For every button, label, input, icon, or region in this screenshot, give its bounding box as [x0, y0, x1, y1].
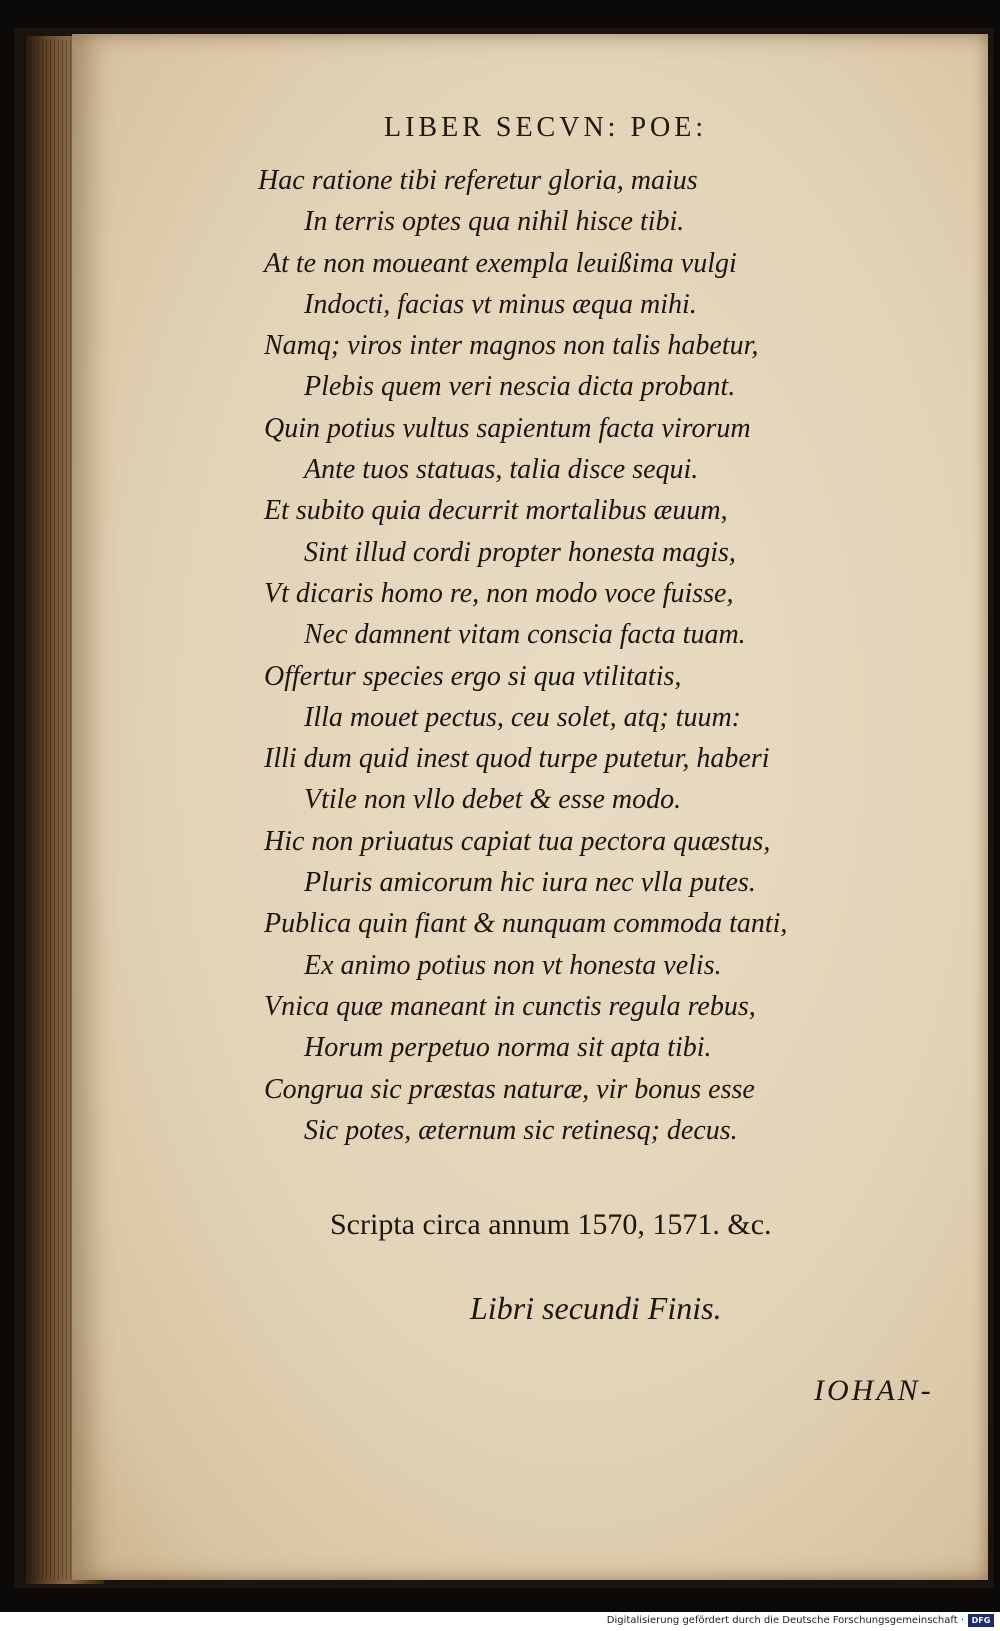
- verse-line: Sint illud cordi propter honesta magis,: [304, 536, 736, 568]
- verse-line: Ante tuos statuas, talia disce sequi.: [304, 454, 699, 486]
- verse-line: Congrua sic præstas naturæ, vir bonus esse: [264, 1073, 755, 1105]
- running-title: LIBER SECVN: POE:: [384, 112, 708, 143]
- verse-line: Illi dum quid inest quod turpe putetur, haberi: [264, 743, 770, 775]
- verse-line: Vtile non vllo debet & esse modo.: [304, 784, 682, 816]
- verse-line: Hic non priuatus capiat tua pectora quæstus,: [264, 825, 771, 857]
- verse-line: Nec damnent vitam conscia facta tuam.: [304, 619, 746, 651]
- verse-line: Namq; viros inter magnos non talis habetur,: [264, 330, 759, 362]
- verse-line: Quin potius vultus sapientum facta virorum: [264, 412, 751, 444]
- catchword: IOHAN-: [814, 1374, 934, 1407]
- verse-line: Horum perpetuo norma sit apta tibi.: [304, 1032, 712, 1064]
- verse-line: Hac ratione tibi referetur gloria, maius: [258, 165, 698, 196]
- verse-line: Sic potes, æternum sic retinesq; decus.: [304, 1114, 738, 1146]
- verse-line: Vnica quæ maneant in cunctis regula rebus,: [264, 990, 756, 1022]
- verse-line: Offertur species ergo si qua vtilitatis,: [264, 660, 682, 692]
- verse-line: Pluris amicorum hic iura nec vlla putes.: [304, 867, 756, 899]
- footer-credit: Digitalisierung gefördert durch die Deutsche Forschungsgemeinschaft ·: [606, 1615, 964, 1626]
- verse-line: Plebis quem veri nescia dicta probant.: [304, 371, 736, 403]
- verse-line: Illa mouet pectus, ceu solet, atq; tuum:: [304, 701, 742, 733]
- book-end-note: Libri secundi Finis.: [470, 1290, 722, 1326]
- verse-line: Ex animo potius non vt honesta velis.: [304, 949, 722, 981]
- verse-line: In terris optes qua nihil hisce tibi.: [304, 206, 685, 238]
- dfg-logo-icon: DFG: [968, 1614, 994, 1627]
- verse-line: Indocti, facias vt minus æqua mihi.: [304, 288, 697, 320]
- verse-line: Vt dicaris homo re, non modo voce fuisse,: [264, 577, 734, 609]
- verse-block: [258, 160, 978, 1151]
- verse-line: Publica quin fiant & nunquam commoda tanti,: [264, 908, 788, 940]
- verse-line: Et subito quia decurrit mortalibus æuum,: [264, 495, 728, 527]
- date-note: Scripta circa annum 1570, 1571. &c.: [330, 1208, 772, 1241]
- verse-line: At te non moueant exempla leuißima vulgi: [264, 247, 737, 279]
